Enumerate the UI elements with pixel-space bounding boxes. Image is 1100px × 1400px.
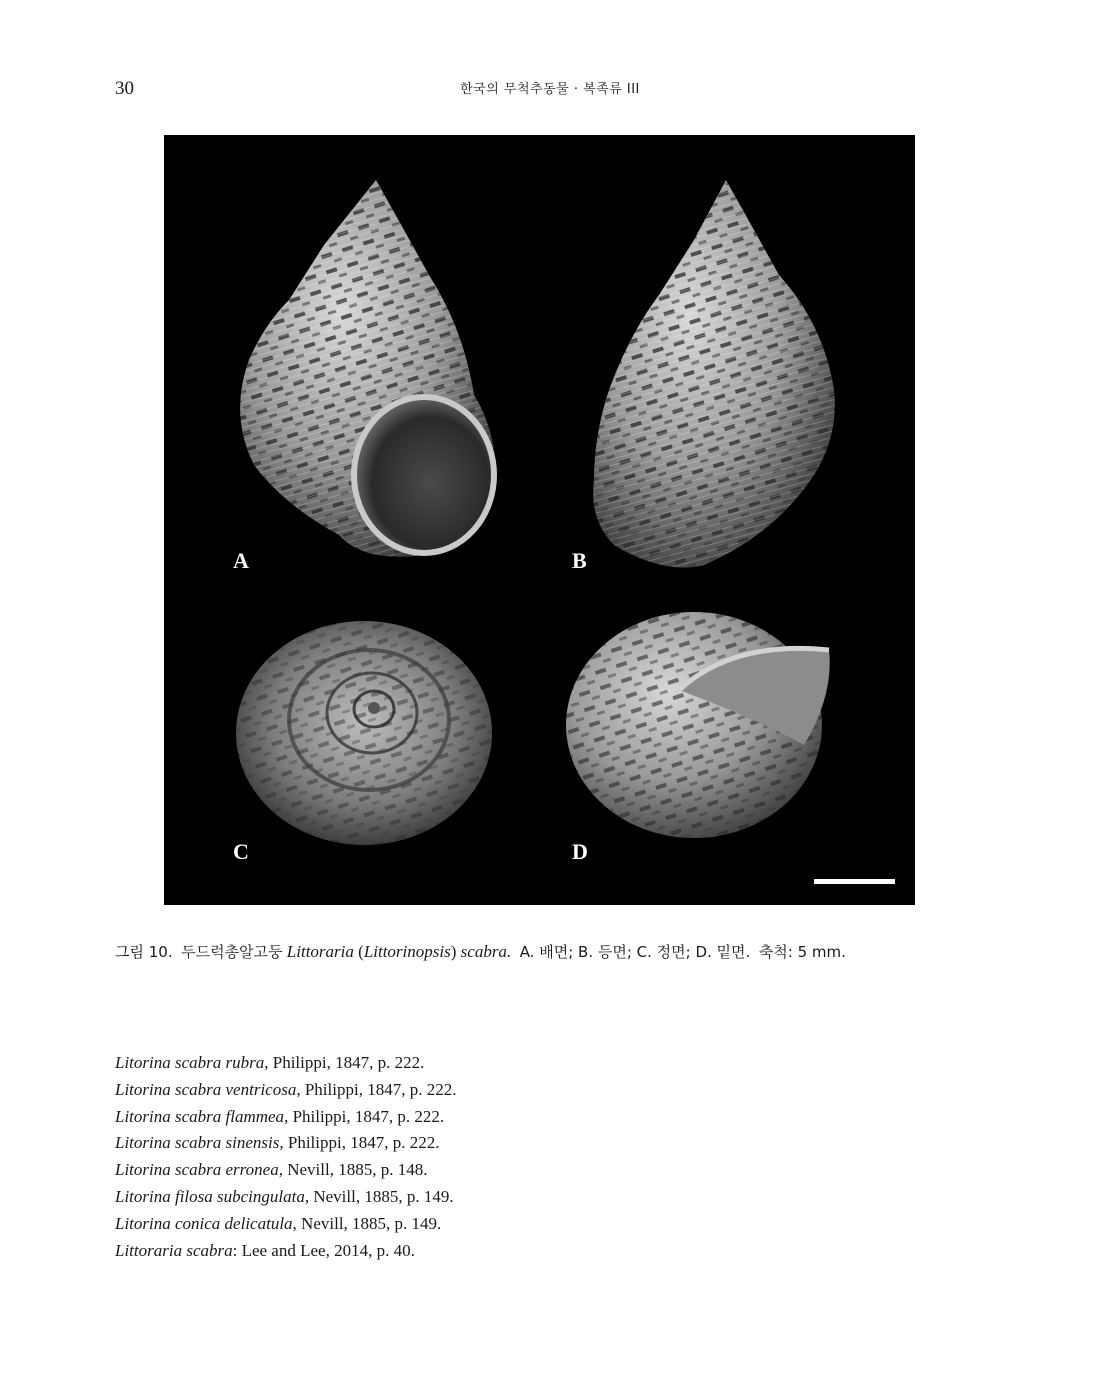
- panel-label-c: C: [233, 839, 249, 864]
- synonymy-list: [115, 1050, 975, 1264]
- synonym-entry: [115, 1104, 975, 1131]
- caption-genus: Littoraria: [286, 942, 354, 961]
- synonym-name: Litorina scabra sinensis: [115, 1133, 280, 1153]
- synonym-citation: , Philippi, 1847, p. 222.: [284, 1106, 445, 1126]
- running-title: 한국의 무척추동물 · 복족류 III: [460, 82, 640, 97]
- shell-apical-view-icon: [236, 621, 492, 845]
- panel-label-a: A: [233, 548, 249, 573]
- synonym-entry: [115, 1077, 975, 1104]
- shell-photographs: [164, 135, 915, 905]
- panel-label-b: B: [572, 548, 587, 573]
- synonym-citation: , Nevill, 1885, p. 149.: [292, 1213, 442, 1233]
- caption-species: scabra: [460, 942, 507, 961]
- caption-prefix: 그림 10.: [115, 943, 173, 961]
- synonym-name: Litorina conica delicatula: [115, 1213, 293, 1233]
- synonym-name: Litorina filosa subcingulata: [115, 1186, 305, 1206]
- caption-korean-name: 두드럭총알고둥: [181, 943, 283, 961]
- synonym-citation: : Lee and Lee, 2014, p. 40.: [232, 1240, 415, 1260]
- synonym-entry: [115, 1238, 975, 1265]
- synonym-citation: , Nevill, 1885, p. 149.: [304, 1186, 454, 1206]
- shell-basal-view-icon: [566, 612, 830, 838]
- shell-abapertural-view-icon: [593, 180, 835, 568]
- synonym-entry: [115, 1157, 975, 1184]
- synonym-entry: [115, 1050, 975, 1077]
- synonym-entry: [115, 1184, 975, 1211]
- caption-description: A. 배면; B. 등면; C. 정면; D. 밑면.: [519, 943, 751, 961]
- synonym-name: Litorina scabra erronea: [115, 1160, 279, 1180]
- scale-bar: [814, 879, 895, 884]
- synonym-citation: , Philippi, 1847, p. 222.: [264, 1053, 425, 1072]
- synonym-entry: [115, 1211, 975, 1238]
- synonym-citation: , Nevill, 1885, p. 148.: [278, 1160, 428, 1180]
- synonym-citation: , Philippi, 1847, p. 222.: [296, 1079, 457, 1099]
- figure-plate: [164, 135, 915, 905]
- synonym-name: Litorina scabra rubra: [115, 1053, 265, 1072]
- synonym-name: Litorina scabra ventricosa: [115, 1079, 297, 1099]
- page-number: 30: [115, 78, 134, 99]
- shell-apertural-view-icon: [240, 180, 495, 557]
- caption-scale: 축척: 5 mm.: [758, 943, 846, 961]
- figure-caption: 그림 10. 두드럭총알고둥 Littoraria (Littorinopsis) scabra. A. 배면; B. 등면; C. 정면; D. 밑면. 축척: 5 mm.: [115, 942, 846, 961]
- panel-label-d: D: [572, 839, 588, 864]
- synonym-citation: , Philippi, 1847, p. 222.: [279, 1133, 440, 1153]
- synonym-name: Litorina scabra flammea: [115, 1106, 285, 1126]
- synonym-name: Littoraria scabra: [115, 1240, 233, 1260]
- caption-subgenus: Littorinopsis: [363, 942, 451, 961]
- synonym-entry: [115, 1130, 975, 1157]
